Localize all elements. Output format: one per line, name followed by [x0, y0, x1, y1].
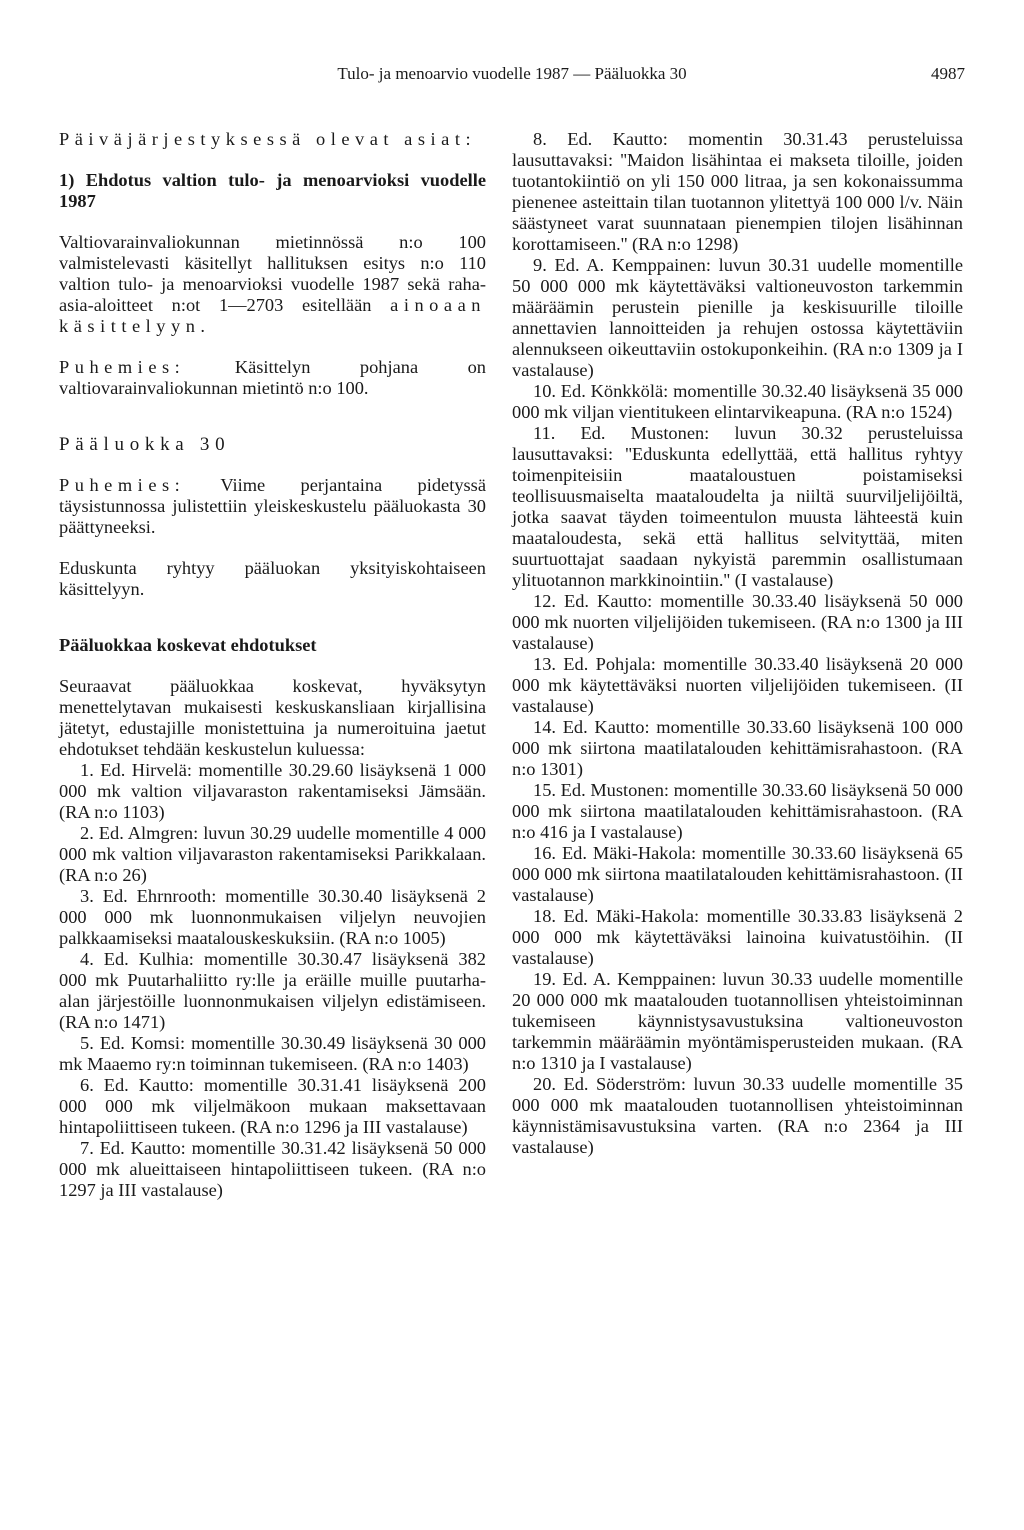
running-title: Tulo- ja menoarvio vuodelle 1987 — Pääluokka 30	[337, 64, 687, 83]
proposal-item: 13. Ed. Pohjala: momentille 30.33.40 lisäyksenä 20 000 000 mk käytettäväksi nuorten viljelijöiden tukemiseen. (II vastalause)	[512, 654, 963, 716]
proposal-item: 12. Ed. Kautto: momentille 30.33.40 lisäyksenä 50 000 000 mk nuorten viljelijöiden tukemiseen. (RA n:o 1300 ja III vastalause)	[512, 591, 963, 653]
page-number: 4987	[931, 64, 965, 83]
agenda-item-title: 1) Ehdotus valtion tulo- ja menoarvioksi vuodelle 1987	[59, 170, 486, 211]
page-header	[0, 60, 1024, 90]
proposal-item: 1. Ed. Hirvelä: momentille 30.29.60 lisäyksenä 1 000 000 mk valtion viljavaraston rakentamiseksi Jämsään. (RA n:o 1103)	[59, 760, 486, 822]
proposal-item: 3. Ed. Ehrnrooth: momentille 30.30.40 lisäyksenä 2 000 000 mk luonnonmukaisen viljelyn neuvojien palkkaamiseksi maatalouskeskuksiin. (RA n:o 1005)	[59, 886, 486, 948]
proposal-item: 16. Ed. Mäki-Hakola: momentille 30.33.60 lisäyksenä 65 000 000 mk siirtona maatilatalouden kehittämisrahastoon. (II vastalause)	[512, 843, 963, 905]
proposal-item: 5. Ed. Komsi: momentille 30.30.49 lisäyksenä 30 000 mk Maaemo ry:n toiminnan tukemiseen. (RA n:o 1403)	[59, 1033, 486, 1074]
proposal-item: 10. Ed. Könkkölä: momentille 30.32.40 lisäyksenä 35 000 000 mk viljan vientitukeen elintarvikeapuna. (RA n:o 1524)	[512, 381, 963, 422]
proposal-item: 20. Ed. Söderström: luvun 30.33 uudelle momentille 35 000 000 mk maatalouden tuotannollisen yhteistoiminnan käynnistämisavustuksina varten. (RA n:o 2364 ja III vastalause)	[512, 1074, 963, 1157]
eduskunta-paragraph: Eduskunta ryhtyy pääluokan yksityiskohtaiseen käsittelyyn.	[59, 558, 486, 599]
proposal-item: 15. Ed. Mustonen: momentille 30.33.60 lisäyksenä 50 000 000 mk siirtona maatilatalouden kehittämisrahastoon. (RA n:o 416 ja I vastalause)	[512, 780, 963, 842]
speaker-text: Käsittelyn pohjana on valtiovarainvaliokunnan mietintö n:o 100.	[59, 357, 486, 398]
proposal-item: 4. Ed. Kulhia: momentille 30.30.47 lisäyksenä 382 000 mk Puutarhaliitto ry:lle ja eräille muille puutarha-alan järjestöille luonnonmukaisen viljelyn edistämiseen. (RA n:o 1471)	[59, 949, 486, 1032]
intro-paragraph: Seuraavat pääluokkaa koskevat, hyväksytyn menettelytavan mukaisesti keskuskansliaan kirjallisina jätetyt, edustajille monistettuina ja numeroituina jaetut ehdotukset tehdään keskustelun kuluessa:	[59, 676, 486, 759]
proposal-item: 14. Ed. Kautto: momentille 30.33.60 lisäyksenä 100 000 000 mk siirtona maatilatalouden kehittämisrahastoon. (RA n:o 1301)	[512, 717, 963, 779]
proposal-item: 18. Ed. Mäki-Hakola: momentille 30.33.83 lisäyksenä 2 000 000 mk käytettäväksi lainoina kuivatustöihin. (II vastalause)	[512, 906, 963, 968]
proposal-item: 9. Ed. A. Kemppainen: luvun 30.31 uudelle momentille 50 000 000 mk käytettäväksi valtioneuvoston tarkemmin määräämin perustein pienille ja keskisuurille tiloille annettavien lannoitteiden ja rehujen ostossa käytettäviin alennukseen oikeuttaviin ostokuponkeihin. (RA n:o 1309 ja I vastalause)	[512, 255, 963, 380]
proposal-item: 7. Ed. Kautto: momentille 30.31.42 lisäyksenä 50 000 000 mk alueittaiseen hintapoliittiseen tukeen. (RA n:o 1297 ja III vastalause)	[59, 1138, 486, 1200]
proposals-heading: Pääluokkaa koskevat ehdotukset	[59, 635, 317, 655]
agenda-heading: Päiväjärjestyksessä olevat asiat:	[59, 129, 477, 149]
agenda-item-body: Valtiovarainvaliokunnan mietinnössä n:o 100 valmistelevasti käsitellyt hallituksen esitys n:o 110 valtion tulo- ja menoarvioksi vuodelle 1987 sekä raha-asia-aloitteet n:ot 1—2703 esitellään	[59, 232, 486, 315]
right-column	[512, 129, 963, 1158]
section-heading: Pääluokka 30	[59, 434, 231, 455]
speaker-name: Puhemies:	[59, 475, 186, 495]
speaker-paragraph-2	[59, 475, 486, 538]
proposal-item: 8. Ed. Kautto: momentin 30.31.43 perusteluissa lausuttavaksi: ''Maidon lisähintaa ei makseta tiloille, joiden tuotantokiintiö on yli 150 000 litraa, ja sen kokonaissumma pienenee asteittain tilan tuotannon ylitettyä 100 000 l/v. Näin säästyneet varat suunnataan pienempien tilojen lisähinnan korottamiseen.'' (RA n:o 1298)	[512, 129, 963, 254]
speaker-name: Puhemies:	[59, 357, 186, 377]
proposal-item: 19. Ed. A. Kemppainen: luvun 30.33 uudelle momentille 20 000 000 mk maatalouden tuotannollisen yhteistoiminnan tukemiseen käynnistysavustuksina valtioneuvoston tarkemmin määräämin myöntämisperusteiden mukaan. (RA n:o 1310 ja I vastalause)	[512, 969, 963, 1073]
agenda-item-text	[59, 232, 486, 337]
left-column	[59, 129, 486, 1201]
proposal-item: 6. Ed. Kautto: momentille 30.31.41 lisäyksenä 200 000 000 mk viljelmäkoon mukaan maksettavaan hintapoliittiseen tukeen. (RA n:o 1296 ja III vastalause)	[59, 1075, 486, 1137]
proposal-item: 11. Ed. Mustonen: luvun 30.32 perusteluissa lausuttavaksi: ''Eduskunta edellyttää, että hallitus ryhtyy toimenpiteisiin maataloustuen poistamiseksi teollisuusmaiselta maataloudelta ja niiltä suurviljelijöiltä, jotka saavat täyden toimeentulon muusta lähteestä kuin maataloudesta, sekä että hallitus selvityttää, miten suurtuottajat saadaan nykyistä paremmin osallistumaan ylituotannon markkinointiin.'' (I vastalause)	[512, 423, 963, 590]
agenda-item-spaced: ainoaan käsittelyyn.	[59, 295, 486, 336]
speaker-paragraph-1	[59, 357, 486, 399]
proposal-item: 2. Ed. Almgren: luvun 30.29 uudelle momentille 4 000 000 mk valtion viljavaraston rakentamiseksi Parikkalaan. (RA n:o 26)	[59, 823, 486, 885]
speaker-text: Viime perjantaina pidetyssä täysistunnossa julistettiin yleiskeskustelu pääluokasta 30 päättyneeksi.	[59, 475, 486, 537]
